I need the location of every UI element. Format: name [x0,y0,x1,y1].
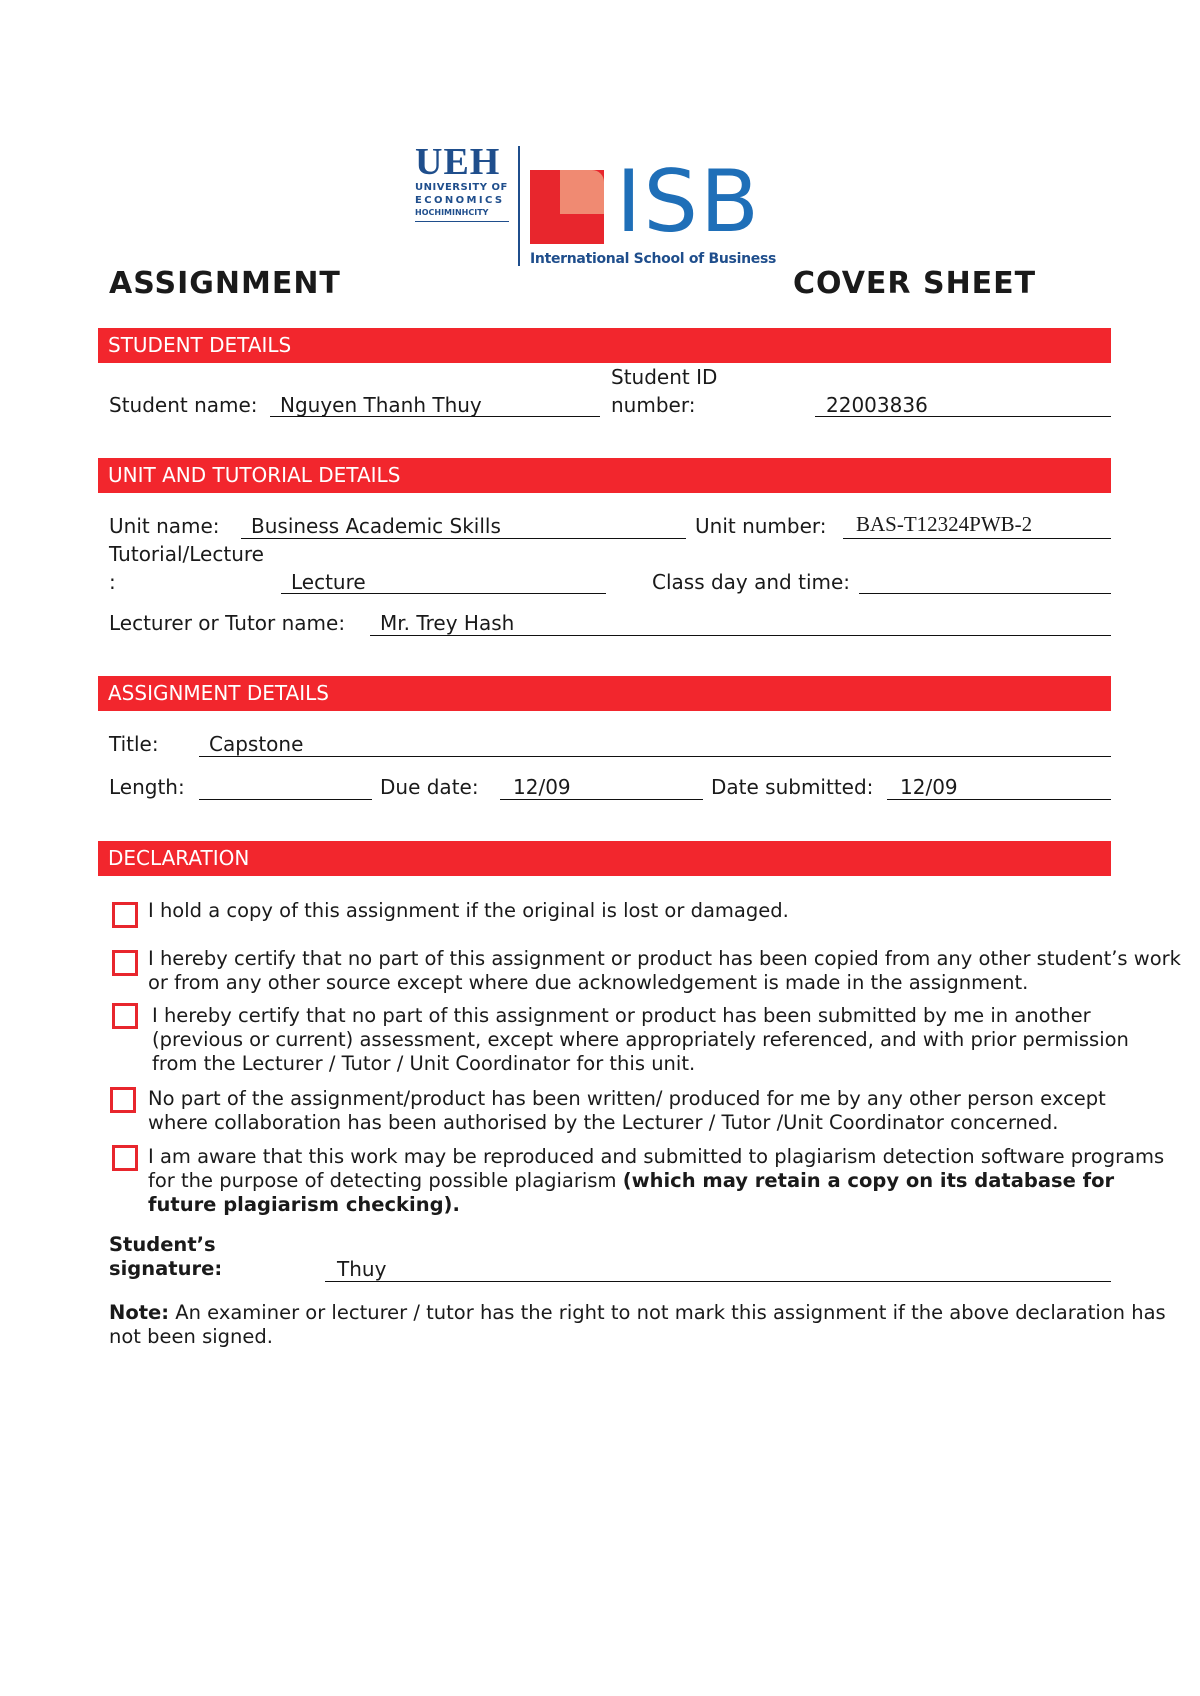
date-submitted-label: Date submitted: [711,775,874,799]
declaration-item-5-line-3: future plagiarism checking). [148,1193,460,1216]
declaration-item-2-line-2: or from any other source except where due acknowledgement is made in the assignment. [148,971,1029,994]
class-day-line [859,593,1111,594]
due-date-label: Due date: [380,775,479,799]
due-date-line [500,799,703,800]
unit-number-field[interactable]: BAS-T12324PWB-2 [856,512,1033,536]
class-day-label: Class day and time: [652,570,851,594]
unit-name-field[interactable]: Business Academic Skills [251,514,501,538]
ueh-logo-line1: UNIVERSITY OF [415,182,508,193]
note-line-1 [109,1301,1166,1325]
ueh-logo-line3: HOCHIMINHCITY [415,208,489,217]
isb-logo-sub: International School of Business [530,251,777,267]
heading-cover-sheet: COVER SHEET [793,266,1037,301]
declaration-item-4-line-1: No part of the assignment/product has been written/ produced for me by any other person except [148,1087,1106,1110]
lecturer-line [370,635,1111,636]
title-field[interactable]: Capstone [209,732,304,756]
date-submitted-field[interactable]: 12/09 [900,775,958,799]
ueh-logo-main: UEH [415,141,501,183]
declaration-checkbox-4[interactable] [110,1087,136,1113]
due-date-field[interactable]: 12/09 [513,775,571,799]
signature-field[interactable]: Thuy [337,1257,387,1281]
signature-label-2: signature: [109,1257,223,1280]
declaration-checkbox-2[interactable] [112,950,138,976]
student-name-label: Student name: [109,393,258,417]
student-id-field[interactable]: 22003836 [826,393,928,417]
unit-number-line [843,538,1111,539]
isb-logo [530,152,790,270]
declaration-item-2-line-1: I hereby certify that no part of this assignment or product has been copied from any other student’s work [148,947,1181,970]
declaration-bar: DECLARATION [98,841,1111,876]
declaration-item-5-line-2 [148,1169,1114,1193]
student-name-field[interactable]: Nguyen Thanh Thuy [280,393,482,417]
title-line [199,756,1111,757]
declaration-checkbox-5[interactable] [112,1145,138,1171]
length-line [199,799,372,800]
student-id-label-1: Student ID [611,365,718,389]
declaration-item-5-line-2-bold: (which may retain a copy on its database for [622,1169,1115,1192]
declaration-item-3-line-2: (previous or current) assessment, except where appropriately referenced, and with prior permission [152,1028,1129,1051]
declaration-item-1: I hold a copy of this assignment if the original is lost or damaged. [148,899,789,922]
isb-emblem-icon [530,170,608,246]
declaration-checkbox-1[interactable] [112,902,138,928]
tutorial-label-2: : [109,570,116,594]
signature-line [325,1281,1111,1282]
signature-label-1: Student’s [109,1233,216,1256]
ueh-logo-underline [415,221,509,222]
ueh-logo-line2: ECONOMICS [415,195,505,206]
note-text-1: An examiner or lecturer / tutor has the right to not mark this assignment if the above declaration has [175,1301,1166,1324]
assignment-details-bar: ASSIGNMENT DETAILS [98,676,1111,711]
tutorial-field[interactable]: Lecture [291,570,366,594]
student-details-bar: STUDENT DETAILS [98,328,1111,363]
lecturer-label: Lecturer or Tutor name: [109,611,346,635]
declaration-item-5-line-2-normal: for the purpose of detecting possible plagiarism [148,1169,617,1192]
declaration-item-3-line-1: I hereby certify that no part of this assignment or product has been submitted by me in another [152,1004,1091,1027]
note-line-2: not been signed. [109,1325,273,1348]
declaration-item-5-line-1: I am aware that this work may be reproduced and submitted to plagiarism detection software programs [148,1145,1165,1168]
student-id-label-2: number: [611,393,696,417]
declaration-checkbox-3[interactable] [112,1003,138,1029]
declaration-item-3-line-3: from the Lecturer / Tutor / Unit Coordinator for this unit. [152,1052,696,1075]
declaration-item-4-line-2: where collaboration has been authorised by the Lecturer / Tutor /Unit Coordinator concerned. [148,1111,1059,1134]
unit-name-label: Unit name: [109,514,220,538]
tutorial-label-1: Tutorial/Lecture [109,542,264,566]
ueh-logo [415,143,515,223]
lecturer-field[interactable]: Mr. Trey Hash [380,611,515,635]
isb-logo-main: ISB [616,152,761,252]
unit-number-label: Unit number: [695,514,827,538]
heading-assignment: ASSIGNMENT [109,266,341,301]
unit-name-line [241,538,686,539]
logo-divider [518,146,520,266]
note-label: Note: [109,1301,170,1324]
date-submitted-line [887,799,1111,800]
unit-details-bar: UNIT AND TUTORIAL DETAILS [98,458,1111,493]
title-label: Title: [109,732,159,756]
length-label: Length: [109,775,185,799]
